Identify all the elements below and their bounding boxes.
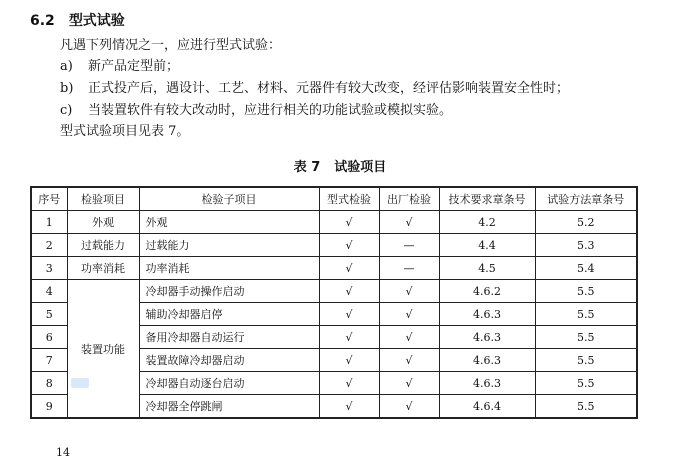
cell-item: 功率消耗	[67, 257, 139, 280]
table-header-row	[31, 187, 637, 211]
condition-item-a	[60, 59, 179, 75]
condition-label: b)	[60, 81, 74, 96]
cell-tech-req: 4.6.3	[439, 326, 535, 349]
cell-item: 过载能力	[67, 234, 139, 257]
cell-seq: 8	[31, 372, 67, 395]
cell-subitem: 过载能力	[139, 234, 319, 257]
table-row	[31, 280, 637, 303]
cell-factory-test: √	[379, 326, 439, 349]
cell-seq: 5	[31, 303, 67, 326]
cell-subitem: 备用冷却器自动运行	[139, 326, 319, 349]
cell-tech-req: 4.5	[439, 257, 535, 280]
cell-factory-test: √	[379, 395, 439, 419]
cell-seq: 3	[31, 257, 67, 280]
cell-test-method: 5.5	[535, 395, 637, 419]
col-header-tech-req-clause: 技术要求章条号	[439, 187, 535, 211]
cell-tech-req: 4.6.4	[439, 395, 535, 419]
intro-paragraph: 凡遇下列情况之一，应进行型式试验：	[60, 38, 282, 53]
cell-type-test: √	[319, 211, 379, 234]
cell-type-test: √	[319, 234, 379, 257]
condition-text: 正式投产后，遇设计、工艺、材料、元器件有较大改变，经评估影响装置安全性时；	[88, 81, 570, 96]
cell-type-test: √	[319, 257, 379, 280]
table-caption-title: 试验项目	[334, 160, 387, 175]
cell-test-method: 5.5	[535, 280, 637, 303]
section-heading	[30, 10, 125, 30]
col-header-factory-test: 出厂检验	[379, 187, 439, 211]
col-header-subitem: 检验子项目	[139, 187, 319, 211]
cell-factory-test: √	[379, 211, 439, 234]
cell-seq: 6	[31, 326, 67, 349]
table-row	[31, 234, 637, 257]
condition-item-b	[60, 81, 569, 97]
section-number: 6.2	[30, 13, 55, 29]
cell-factory-test: √	[379, 280, 439, 303]
cell-tech-req: 4.6.3	[439, 303, 535, 326]
cell-subitem: 装置故障冷却器启动	[139, 349, 319, 372]
cell-subitem: 辅助冷却器启停	[139, 303, 319, 326]
cell-type-test: √	[319, 349, 379, 372]
page-number: 14	[56, 446, 70, 459]
condition-item-c	[60, 103, 452, 119]
cell-item: 外观	[67, 211, 139, 234]
cell-subitem: 外观	[139, 211, 319, 234]
cell-type-test: √	[319, 280, 379, 303]
cell-type-test: √	[319, 326, 379, 349]
cell-type-test: √	[319, 303, 379, 326]
cell-test-method: 5.5	[535, 372, 637, 395]
cell-tech-req: 4.6.3	[439, 372, 535, 395]
cell-tech-req: 4.2	[439, 211, 535, 234]
cell-test-method: 5.2	[535, 211, 637, 234]
col-header-type-test: 型式检验	[319, 187, 379, 211]
cell-factory-test: √	[379, 303, 439, 326]
condition-text: 当装置软件有较大改动时，应进行相关的功能试验或模拟实验。	[88, 103, 453, 118]
table-row	[31, 211, 637, 234]
col-header-seq: 序号	[31, 187, 67, 211]
col-header-test-method-clause: 试验方法章条号	[535, 187, 637, 211]
watermark-stamp	[71, 378, 89, 388]
cell-test-method: 5.3	[535, 234, 637, 257]
cell-test-method: 5.5	[535, 303, 637, 326]
cell-subitem: 功率消耗	[139, 257, 319, 280]
table-row	[31, 257, 637, 280]
condition-label: c)	[60, 103, 73, 118]
cell-subitem: 冷却器手动操作启动	[139, 280, 319, 303]
table-caption	[0, 156, 680, 175]
cell-seq: 7	[31, 349, 67, 372]
test-items-table	[30, 186, 638, 419]
cell-tech-req: 4.6.3	[439, 349, 535, 372]
section-title: 型式试验	[68, 13, 125, 29]
condition-text: 新产品定型前；	[88, 59, 180, 74]
cell-seq: 1	[31, 211, 67, 234]
cell-factory-test: √	[379, 372, 439, 395]
cell-item-merged: 装置功能	[67, 280, 139, 419]
cell-subitem: 冷却器全停跳闸	[139, 395, 319, 419]
cell-test-method: 5.5	[535, 326, 637, 349]
cell-factory-test: √	[379, 349, 439, 372]
cell-seq: 2	[31, 234, 67, 257]
closing-paragraph: 型式试验项目见表 7。	[60, 124, 190, 139]
condition-label: a)	[60, 59, 73, 74]
cell-factory-test: —	[379, 257, 439, 280]
cell-seq: 4	[31, 280, 67, 303]
col-header-item: 检验项目	[67, 187, 139, 211]
cell-subitem: 冷却器自动逐台启动	[139, 372, 319, 395]
cell-seq: 9	[31, 395, 67, 419]
cell-type-test: √	[319, 395, 379, 419]
cell-tech-req: 4.4	[439, 234, 535, 257]
cell-tech-req: 4.6.2	[439, 280, 535, 303]
table-caption-label: 表 7	[293, 160, 321, 175]
cell-type-test: √	[319, 372, 379, 395]
cell-test-method: 5.5	[535, 349, 637, 372]
cell-test-method: 5.4	[535, 257, 637, 280]
cell-factory-test: —	[379, 234, 439, 257]
